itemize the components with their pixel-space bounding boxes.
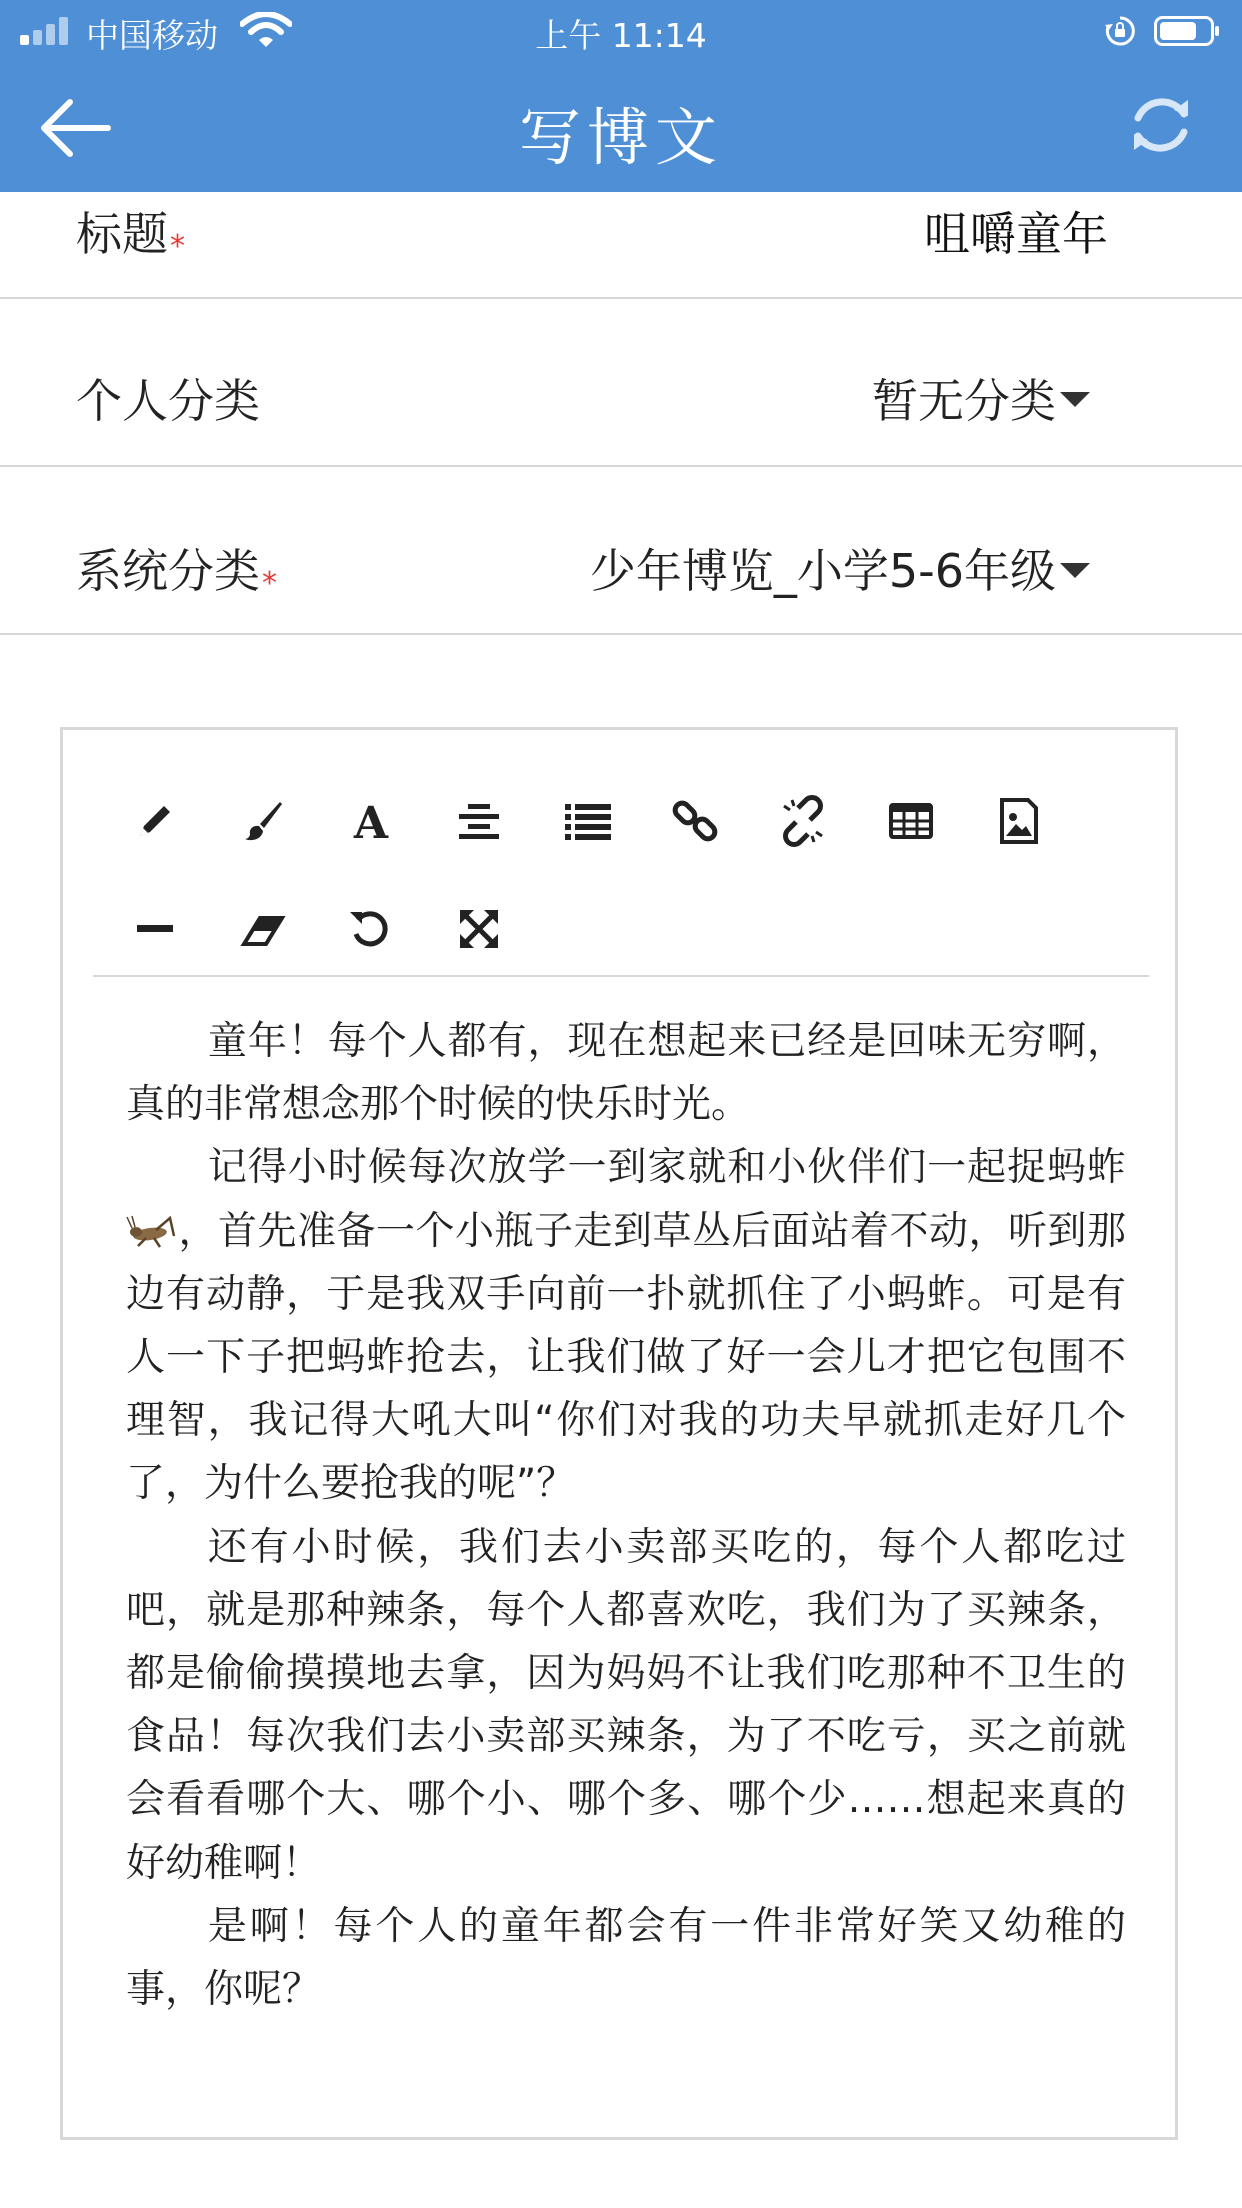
personal-category-select[interactable]: 暂无分类 — [872, 374, 1056, 428]
orientation-lock-icon — [1104, 15, 1136, 47]
required-mark: * — [170, 229, 185, 264]
rich-text-editor — [60, 727, 1178, 2140]
title-row[interactable] — [0, 192, 1242, 299]
svg-text:A: A — [353, 798, 389, 849]
battery-icon — [1154, 15, 1220, 47]
system-category-label: 系统分类 — [76, 544, 260, 598]
pencil-icon[interactable] — [126, 792, 184, 850]
chevron-down-icon[interactable] — [1060, 392, 1090, 407]
table-icon[interactable] — [882, 792, 940, 850]
editor-content[interactable] — [126, 1010, 1126, 2021]
status-time: 上午 11:14 — [535, 16, 707, 55]
align-center-icon[interactable] — [450, 792, 508, 850]
title-label: 标题 — [76, 207, 168, 261]
paragraph: 还有小时候，我们去小卖部买吃的，每个人都吃过吧，就是那种辣条，每个人都喜欢吃，我们为了买辣条，都是偷偷摸摸地去拿，因为妈妈不让我们吃那种不卫生的食品！每次我们去小卖部买辣条，为了不吃亏，买之前就会看看哪个大、哪个小、哪个多、哪个少……想起来真的好幼稚啊！ — [126, 1524, 1126, 1886]
system-category-select[interactable]: 少年博览_小学5-6年级 — [589, 544, 1056, 598]
carrier-name: 中国移动 — [86, 16, 218, 55]
horizontal-rule-icon[interactable] — [126, 900, 184, 958]
paragraph: 是啊！每个人的童年都会有一件非常好笑又幼稚的事，你呢？ — [126, 1903, 1126, 2013]
brush-icon[interactable] — [234, 792, 292, 850]
toolbar-divider — [93, 975, 1149, 977]
list-icon[interactable] — [558, 792, 616, 850]
battery-level-fill — [1160, 22, 1196, 40]
undo-icon[interactable] — [342, 900, 400, 958]
refresh-icon[interactable] — [1124, 88, 1198, 162]
status-bar — [0, 0, 1242, 64]
eraser-icon[interactable] — [234, 900, 292, 958]
font-icon[interactable] — [342, 792, 400, 850]
paragraph — [126, 1136, 1126, 1515]
page-title: 写博文 — [518, 101, 723, 174]
image-icon[interactable] — [990, 792, 1048, 850]
paragraph-text: ，首先准备一个小瓶子走到草丛后面站着不动，听到那边有动静，于是我双手向前一扑就抓住了小蚂蚱。可是有人一下子把蚂蚱抢去，让我们做了好一会儿才把它包围不理智，我记得大吼大叫“你们对我的功夫早就抓走好几个了，为什么要抢我的呢”？ — [126, 1208, 1126, 1507]
personal-category-label: 个人分类 — [76, 374, 260, 428]
link-icon[interactable] — [666, 792, 724, 850]
personal-category-row[interactable] — [0, 299, 1242, 467]
chevron-down-icon[interactable] — [1060, 563, 1090, 578]
system-category-row[interactable] — [0, 467, 1242, 635]
fullscreen-icon[interactable] — [450, 900, 508, 958]
app-header — [0, 0, 1242, 192]
grasshopper-icon — [126, 1214, 178, 1248]
nav-bar — [0, 64, 1242, 192]
title-input[interactable]: 咀嚼童年 — [924, 207, 1108, 261]
unlink-icon[interactable] — [774, 792, 832, 850]
paragraph-text: 记得小时候每次放学一到家就和小伙伴们一起捉蚂蚱 — [207, 1145, 1126, 1191]
editor-toolbar — [63, 730, 1175, 977]
paragraph: 童年！每个人都有，现在想起来已经是回味无穷啊，真的非常想念那个时候的快乐时光。 — [126, 1019, 1126, 1128]
required-mark: * — [262, 566, 277, 601]
